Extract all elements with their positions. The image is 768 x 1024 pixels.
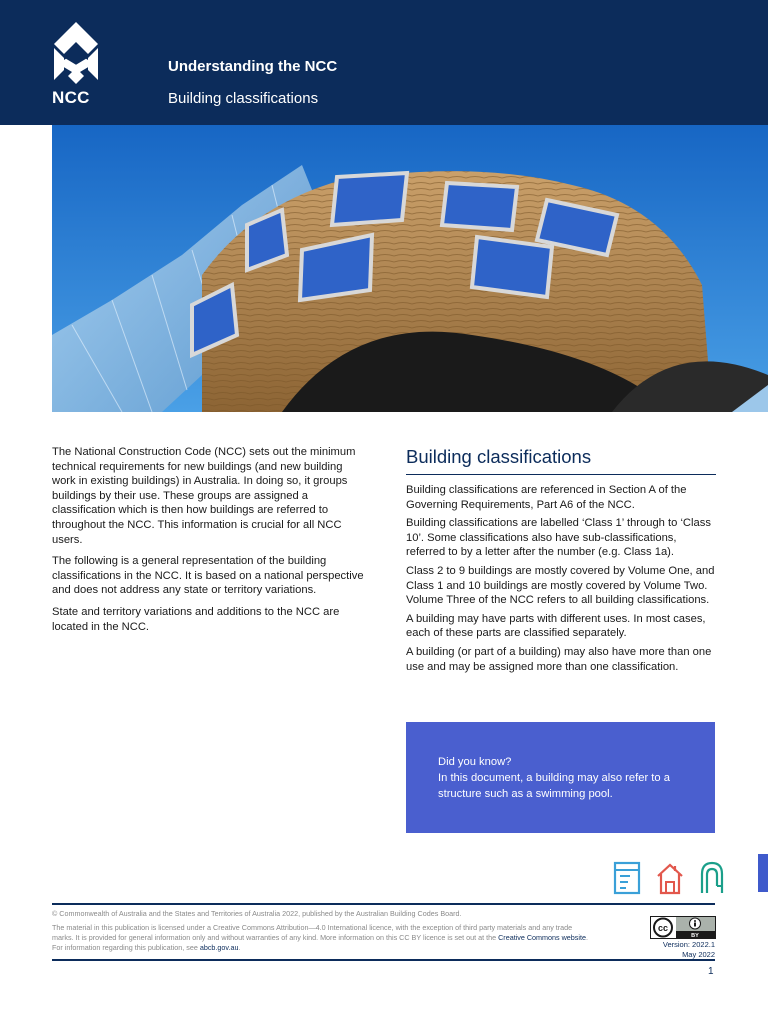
section-paragraph: Building classifications are referenced in Section A of the Governing Requirements, Part A6 of the NCC. bbox=[406, 484, 687, 511]
section-paragraph: Building classifications are labelled ‘Class 1’ through to ‘Class 10’. Some classifications also have sub-classifications, referred to by a letter after the number (e.g. Class 1a). bbox=[406, 517, 711, 559]
logo-text: NCC bbox=[52, 88, 90, 107]
volume-three-icon bbox=[697, 860, 727, 896]
did-you-know-callout bbox=[406, 722, 715, 833]
section-heading: Building classifications bbox=[406, 446, 716, 475]
intro-text bbox=[52, 445, 364, 641]
version-date: May 2022 bbox=[682, 950, 715, 959]
footer-divider bbox=[52, 903, 715, 905]
volume-two-icon bbox=[655, 860, 685, 896]
version-number: Version: 2022.1 bbox=[662, 940, 715, 949]
licence-notice bbox=[52, 923, 592, 952]
cc-label: cc bbox=[657, 923, 669, 933]
copyright-notice: © Commonwealth of Australia and the States and Territories of Australia 2022, published by the Australian Building Codes Board. bbox=[52, 909, 462, 918]
intro-paragraph: The following is a general representation of the building classifications in the NCC. It is based on a national perspective and does not address any state or territory variations. bbox=[52, 555, 364, 597]
by-label: BY bbox=[691, 933, 699, 939]
hero-image bbox=[52, 125, 768, 412]
volume-one-icon bbox=[612, 860, 642, 896]
intro-paragraph: The National Construction Code (NCC) sets out the minimum technical requirements for new buildings (and new building work in existing buildings) in Australia. In doing so, it groups buildings by their use. These groups are assigned a classification which is then how buildings are referred to throughout the NCC. This information is crucial for all NCC users. bbox=[52, 446, 356, 546]
abcb-link[interactable]: abcb.gov.au bbox=[199, 942, 239, 952]
section-paragraph: Class 2 to 9 buildings are mostly covered by Volume One, and Class 1 and 10 buildings are mostly covered by Volume Two. Volume Three of the NCC refers to all building classifications. bbox=[406, 564, 715, 607]
licence-text: The material in this publication is licensed under a Creative Commons Attribution—4.0 International licence, with the exception of third party materials and any trade marks. It is provided for general information only and without warranties of any kind. More information on this CC BY licence is set out at the bbox=[52, 923, 573, 942]
intro-paragraph: State and territory variations and additions to the NCC are located in the NCC. bbox=[52, 605, 340, 633]
section-paragraph: A building (or part of a building) may also have more than one use and may be assigned more than one classification. bbox=[406, 645, 712, 673]
version-info bbox=[663, 940, 715, 960]
building-photo bbox=[52, 125, 768, 412]
footer-divider-bottom bbox=[52, 959, 715, 961]
side-tab-marker bbox=[758, 854, 768, 892]
cc-by-licence-badge bbox=[650, 916, 716, 939]
classifications-section bbox=[406, 446, 716, 678]
info-end: . bbox=[238, 942, 241, 952]
callout-title: Did you know? bbox=[438, 756, 512, 768]
page-subtitle: Building classifications bbox=[168, 90, 319, 107]
page-title: Understanding the NCC bbox=[168, 58, 338, 75]
header-banner bbox=[0, 0, 768, 125]
page-number: 1 bbox=[708, 966, 714, 977]
section-paragraph: A building may have parts with different uses. In most cases, each of these parts are classified separately. bbox=[406, 612, 706, 640]
callout-text: In this document, a building may also refer to a structure such as a swimming pool. bbox=[438, 772, 670, 800]
creative-commons-link[interactable]: Creative Commons website bbox=[498, 932, 586, 942]
info-text: . For information regarding this publication, see bbox=[52, 932, 588, 952]
